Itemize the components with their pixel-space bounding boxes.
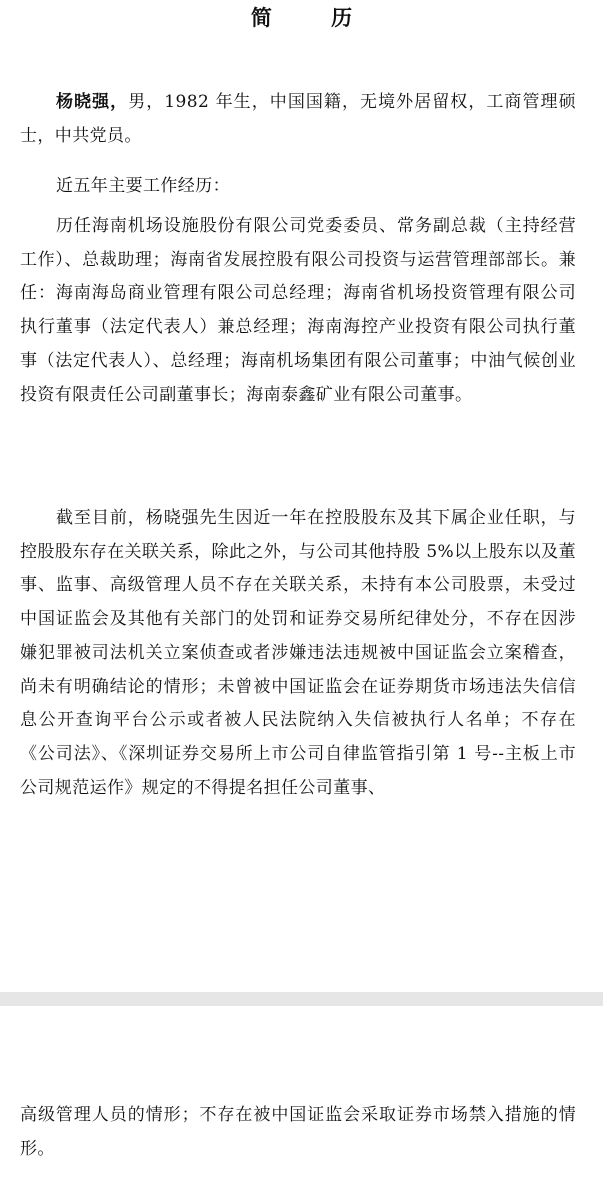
work-experience-heading: 近五年主要工作经历： [56, 176, 230, 196]
intro-paragraph [20, 86, 576, 153]
intro-text: 男，1982 年生，中国国籍，无境外居留权，工商管理硕士，中共党员。 [20, 92, 576, 146]
document-page-2 [0, 1006, 603, 1188]
work-history-paragraph: 历任海南机场设施股份有限公司党委委员、常务副总裁（主持经营工作）、总裁助理；海南省发展控股有限公司投资与运营管理部部长。兼任：海南海岛商业管理有限公司总经理；海南省机场投资管理有限公司执行董事（法定代表人）兼总经理；海南海控产业投资有限公司执行董事（法定代表人）、总经理；海南机场集团有限公司董事；中油气候创业投资有限责任公司副董事长；海南泰鑫矿业有限公司董事。 [20, 216, 576, 405]
person-name: 杨晓强， [56, 92, 129, 112]
page-separator [0, 992, 603, 1006]
continued-statement-paragraph: 高级管理人员的情形；不存在被中国证监会采取证券市场禁入措施的情形。 [20, 1105, 576, 1159]
resume-title: 简 历 [250, 5, 379, 30]
disclosure-statement-paragraph: 截至目前，杨晓强先生因近一年在控股股东及其下属企业任职，与控股股东存在关联关系，除此之外，与公司其他持股 5%以上股东以及董事、监事、高级管理人员不存在关联关系，未持有本公司股票，未受过中国证监会及其他有关部门的处罚和证券交易所纪律处分，不存在因涉嫌犯罪被司法机关立案侦查或者涉嫌违法违规被中国证监会立案稽查，尚未有明确结论的情形；未曾被中国证监会在证券期货市场违法失信信息公开查询平台公示或者被人民法院纳入失信被执行人名单；不存在《公司法》、《深圳证券交易所上市公司自律监管指引第 1 号--主板上市公司规范运作》规定的不得提名担任公司董事、 [20, 508, 576, 798]
